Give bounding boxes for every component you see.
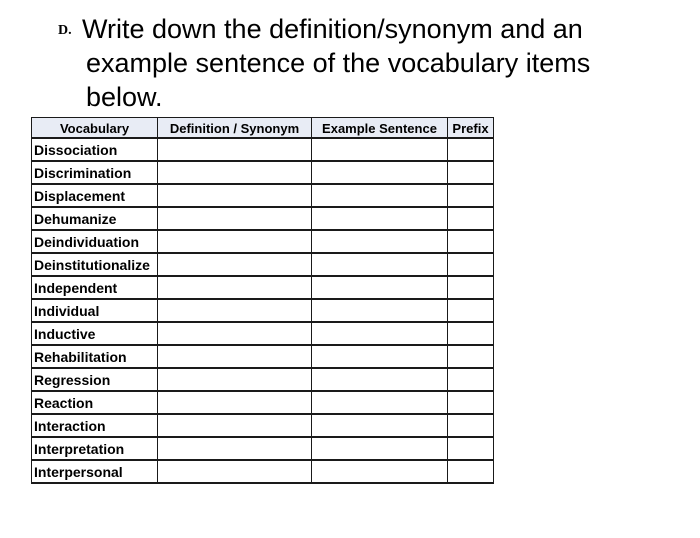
table-row [32, 231, 494, 254]
example-sentence-cell[interactable] [312, 162, 448, 185]
example-sentence-cell[interactable] [312, 392, 448, 415]
section-marker: D. [58, 23, 72, 38]
instruction-line-1: Write down the definition/synonym and an [82, 14, 583, 44]
definition-cell[interactable] [158, 139, 312, 162]
table-body [32, 139, 494, 484]
definition-cell[interactable] [158, 438, 312, 461]
definition-cell[interactable] [158, 323, 312, 346]
table-row [32, 415, 494, 438]
definition-cell[interactable] [158, 254, 312, 277]
table-row [32, 162, 494, 185]
vocabulary-table [31, 117, 494, 484]
vocab-word: Dissociation [32, 139, 158, 162]
instruction-line-3: below. [86, 82, 163, 112]
prefix-cell[interactable] [448, 300, 494, 323]
vocab-word: Deindividuation [32, 231, 158, 254]
definition-cell[interactable] [158, 461, 312, 484]
vocab-word: Reaction [32, 392, 158, 415]
table-row [32, 346, 494, 369]
header-example-sentence: Example Sentence [312, 118, 448, 139]
instruction-line-2: example sentence of the vocabulary items [86, 48, 591, 78]
table-header-row [32, 118, 494, 139]
vocab-word: Discrimination [32, 162, 158, 185]
definition-cell[interactable] [158, 277, 312, 300]
prefix-cell[interactable] [448, 415, 494, 438]
vocab-word: Independent [32, 277, 158, 300]
vocab-word: Interpersonal [32, 461, 158, 484]
table-row [32, 323, 494, 346]
example-sentence-cell[interactable] [312, 208, 448, 231]
example-sentence-cell[interactable] [312, 185, 448, 208]
definition-cell[interactable] [158, 369, 312, 392]
vocab-word: Deinstitutionalize [32, 254, 158, 277]
vocab-word: Individual [32, 300, 158, 323]
prefix-cell[interactable] [448, 162, 494, 185]
definition-cell[interactable] [158, 208, 312, 231]
example-sentence-cell[interactable] [312, 461, 448, 484]
table-row [32, 277, 494, 300]
table-row [32, 139, 494, 162]
prefix-cell[interactable] [448, 369, 494, 392]
prefix-cell[interactable] [448, 346, 494, 369]
example-sentence-cell[interactable] [312, 323, 448, 346]
table-row [32, 369, 494, 392]
table-row [32, 208, 494, 231]
example-sentence-cell[interactable] [312, 438, 448, 461]
vocab-word: Displacement [32, 185, 158, 208]
prefix-cell[interactable] [448, 231, 494, 254]
example-sentence-cell[interactable] [312, 231, 448, 254]
example-sentence-cell[interactable] [312, 254, 448, 277]
example-sentence-cell[interactable] [312, 139, 448, 162]
definition-cell[interactable] [158, 300, 312, 323]
table-row [32, 254, 494, 277]
vocab-word: Inductive [32, 323, 158, 346]
prefix-cell[interactable] [448, 139, 494, 162]
table-row [32, 392, 494, 415]
table-row [32, 300, 494, 323]
example-sentence-cell[interactable] [312, 415, 448, 438]
prefix-cell[interactable] [448, 461, 494, 484]
table-row [32, 185, 494, 208]
table-row [32, 461, 494, 484]
vocab-word: Dehumanize [32, 208, 158, 231]
definition-cell[interactable] [158, 415, 312, 438]
example-sentence-cell[interactable] [312, 346, 448, 369]
table-row [32, 438, 494, 461]
definition-cell[interactable] [158, 346, 312, 369]
example-sentence-cell[interactable] [312, 300, 448, 323]
header-definition-synonym: Definition / Synonym [158, 118, 312, 139]
example-sentence-cell[interactable] [312, 277, 448, 300]
vocab-word: Interpretation [32, 438, 158, 461]
header-prefix: Prefix [448, 118, 494, 139]
prefix-cell[interactable] [448, 208, 494, 231]
instruction-heading [58, 12, 678, 114]
vocab-word: Rehabilitation [32, 346, 158, 369]
prefix-cell[interactable] [448, 254, 494, 277]
instruction-text [58, 12, 678, 114]
prefix-cell[interactable] [448, 392, 494, 415]
prefix-cell[interactable] [448, 277, 494, 300]
header-vocabulary: Vocabulary [32, 118, 158, 139]
prefix-cell[interactable] [448, 438, 494, 461]
definition-cell[interactable] [158, 162, 312, 185]
prefix-cell[interactable] [448, 323, 494, 346]
vocab-word: Interaction [32, 415, 158, 438]
definition-cell[interactable] [158, 392, 312, 415]
example-sentence-cell[interactable] [312, 369, 448, 392]
vocab-word: Regression [32, 369, 158, 392]
prefix-cell[interactable] [448, 185, 494, 208]
definition-cell[interactable] [158, 231, 312, 254]
definition-cell[interactable] [158, 185, 312, 208]
